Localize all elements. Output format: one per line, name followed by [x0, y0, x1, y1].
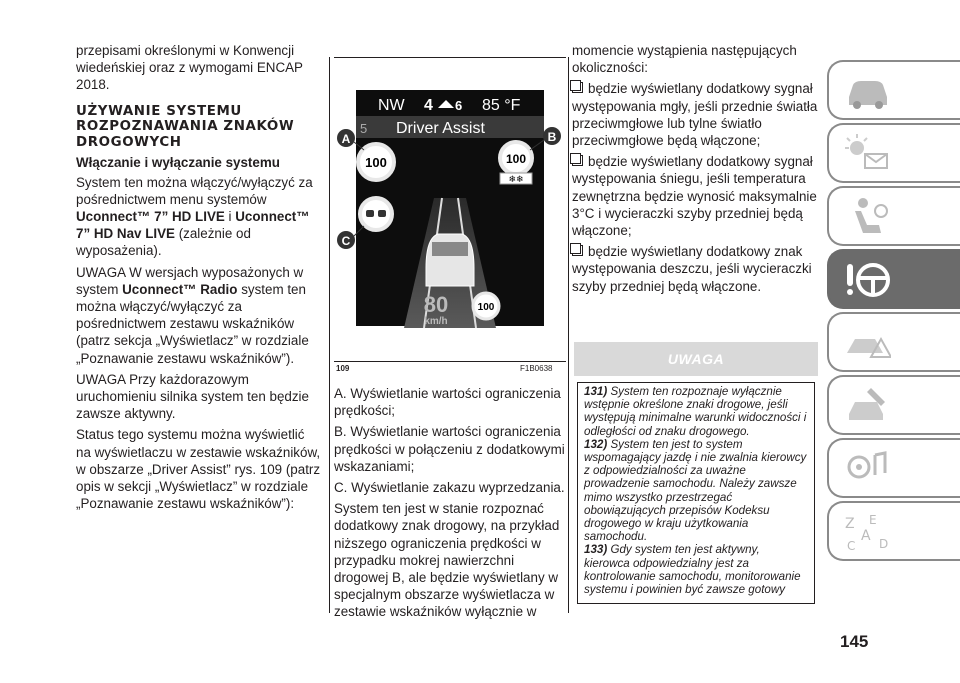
warning-header — [574, 342, 818, 376]
index-icon — [841, 508, 891, 554]
warning-lights-icon — [841, 130, 891, 176]
car-icon-left — [366, 210, 374, 217]
tab-multimedia[interactable] — [827, 438, 960, 498]
tab-car-dashboard[interactable] — [827, 60, 960, 120]
column-divider — [329, 57, 330, 613]
page-number: 145 — [840, 632, 869, 651]
car-dashboard-icon — [841, 67, 891, 113]
car-window — [432, 242, 468, 256]
checkbox-bullet-icon — [572, 82, 583, 93]
callout-a-label: A — [341, 132, 351, 146]
checkbox-bullet-icon — [572, 155, 583, 166]
legend-b: B. Wyświetlanie wartości ograniczenia prędkości w połączeniu z dodatkowymi wskazaniami; — [334, 424, 565, 474]
warning-title: UWAGA — [667, 351, 725, 367]
gear-text: 4 — [424, 97, 433, 114]
figure-code: F1B0638 — [520, 364, 553, 373]
section-heading: UŻYWANIE SYSTEMU ROZPOZNAWANIA ZNAKÓW DROGOWYCH — [76, 103, 295, 150]
tab-index[interactable] — [827, 501, 960, 561]
column-2 — [334, 385, 566, 625]
svg-text:Z: Z — [845, 516, 855, 532]
tab-safety[interactable] — [827, 186, 960, 246]
column-1 — [76, 42, 322, 516]
current-speed: 80 — [423, 292, 449, 317]
legend-c: C. Wyświetlanie zakazu wyprzedzania. — [334, 480, 565, 496]
display-title: Driver Assist — [396, 120, 485, 137]
bullet-fog: będzie wyświetlany dodatkowy sygnał występowania mgły, jeśli przednie światła przeciwmgłowe lub tylne światło przeciwmgłowe będą włączone; — [572, 81, 818, 149]
svg-text:E: E — [869, 513, 877, 527]
warning-item-132: 132) System ten jest to system wspomagający jazdę i nie zwalnia kierowcy z odpowiedzialności za uważne prowadzenie samochodu. Należy zawsze mimo wszystko przestrzegać obowiązujących przepisów Kodeksu drogowego w kraju użytkowania samochodu. — [584, 437, 807, 544]
multimedia-icon — [841, 445, 891, 491]
figure-bottom-rule — [334, 361, 566, 362]
paragraph-status: Status tego systemu można wyświetlić na wyświetlaczu w zestawie wskaźników, w obszarze „Driver Assist” rys. 109 (patrz opis w sekcji „Wyświetlacz” w rozdziale „Poznawanie zestawu wskaźników”): — [76, 427, 321, 512]
subsection-heading: Włączanie i wyłączanie systemu — [76, 155, 280, 171]
bullet-snow: będzie wyświetlany dodatkowy sygnał występowania śniegu, jeśli temperatura zewnętrzna będzie wynosić maksymalnie 3°C i wycieraczki szyby przedniej będą włączone; — [572, 154, 817, 239]
figure-number: 109 — [336, 364, 350, 373]
column-3 — [572, 42, 818, 299]
paragraph-additional-sign: System ten jest w stanie rozpoznać dodatkowy znak drogowy, na przykład niższego ograniczenia prędkości w przypadku mokrej nawierzchni drogowej B, ale będzie wyświetlany w specjalnym obszarze wyświetlacza w zestawie wskaźników wyłącznie w — [334, 501, 560, 620]
svg-text:D: D — [879, 537, 889, 551]
speed-sign-b-value: 100 — [505, 152, 527, 166]
speed-unit: km/h — [424, 316, 448, 327]
maintenance-icon — [841, 382, 891, 428]
figure-driver-assist-display — [334, 58, 566, 360]
menu-number: 5 — [360, 121, 368, 136]
paragraph-engine: UWAGA Przy każdorazowym uruchomieniu silnika system ten będzie zawsze aktywny. — [76, 371, 309, 422]
warning-box — [577, 382, 815, 604]
legend-a: A. Wyświetlanie wartości ograniczenia prędkości; — [334, 386, 561, 419]
paragraph-intro: przepisami określonymi w Konwencji wiedeńskiej oraz z wymogami ENCAP 2018. — [76, 43, 303, 93]
car-graphic — [426, 234, 474, 286]
bullet-rain: będzie wyświetlany dodatkowy znak występowania deszczu, jeśli wycieraczki szyby przedniej będą włączone. — [572, 244, 812, 294]
airbag-seat-icon — [841, 193, 891, 239]
speed-sign-small-value: 100 — [477, 302, 495, 313]
car-icon-right — [378, 210, 386, 217]
paragraph-menu: System ten można włączyć/wyłączyć za pośrednictwem menu systemów Uconnect™ 7” HD LIVE i Uconnect™ 7” HD Nav LIVE (zależnie od wyposażenia). — [76, 174, 313, 259]
callout-b-label: B — [547, 130, 557, 144]
tab-emergency[interactable] — [827, 312, 960, 372]
tab-maintenance[interactable] — [827, 375, 960, 435]
breakdown-icon — [841, 319, 891, 365]
tab-warning-lights[interactable] — [827, 123, 960, 183]
no-overtaking-sign — [360, 198, 392, 230]
warning-item-133: 133) Gdy system ten jest aktywny, kierowca odpowiedzialny jest za kontrolowanie samochodu, monitorowanie systemu i powinien być zawsze gotowy — [584, 543, 801, 597]
warning-item-131: 131) System ten rozpoznaje wyłącznie wstępnie określone znaki drogowe, jeśli występują minimalne warunki widoczności i odległości od znaku drogowego. — [584, 385, 807, 438]
compass-text: NW — [378, 97, 405, 114]
svg-text:A: A — [861, 528, 871, 544]
speed-sign-a-value: 100 — [365, 155, 387, 170]
gear-sub-text: 6 — [455, 98, 463, 113]
svg-text:C: C — [847, 539, 856, 553]
paragraph-radio: UWAGA W wersjach wyposażonych w system Uconnect™ Radio system ten można włączyć/wyłączyć za pośrednictwem zestawu wskaźników (patrz sekcja „Wyświetlacz” w rozdziale „Poznawanie zestawu wskaźników”). — [76, 264, 309, 366]
temperature-text: 85 °F — [482, 97, 521, 114]
column-divider — [568, 57, 569, 613]
snowflake-icon: ❄❄ — [508, 175, 524, 185]
checkbox-bullet-icon — [572, 245, 583, 256]
steering-wheel-key-icon — [841, 256, 891, 302]
tab-starting-driving[interactable] — [827, 249, 960, 309]
paragraph-conditions: momencie wystąpienia następujących okoliczności: — [572, 43, 797, 76]
callout-c-label: C — [341, 234, 351, 248]
